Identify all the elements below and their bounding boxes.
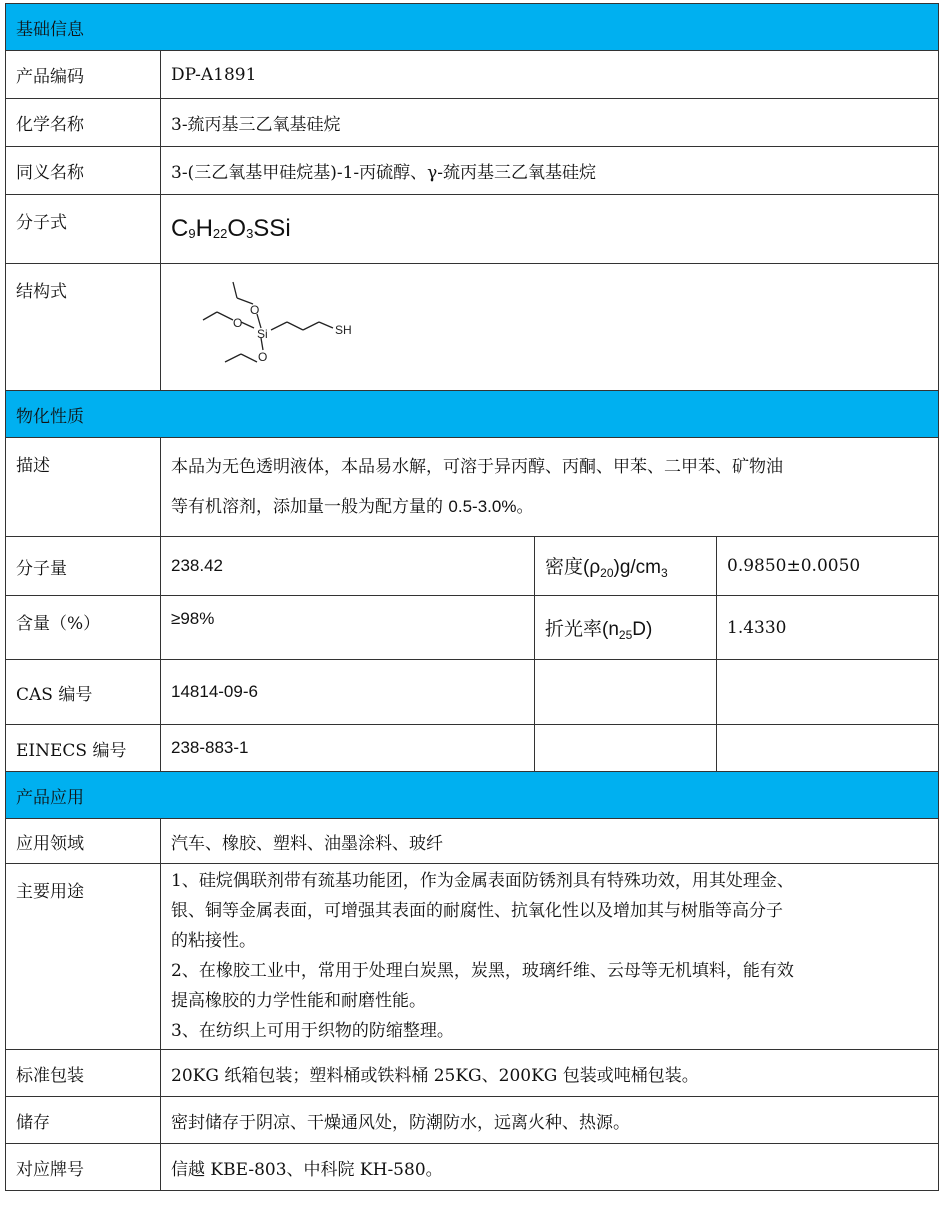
structure-diagram (191, 270, 421, 390)
structure-atom-si: Si (257, 327, 268, 341)
structure-atom-o1: O (250, 303, 260, 317)
main-uses-line: 1、硅烷偶联剂带有巯基功能团，作为金属表面防锈剂具有特殊功效，用其处理金、 (171, 871, 794, 891)
structure-atom-o2: O (233, 316, 243, 330)
storage-value: 密封储存于阴凉、干燥通风处，防潮防水，远离火种、热源。 (161, 1097, 939, 1144)
section-header-physchem (6, 391, 939, 438)
density-value: 0.9850±0.0050 (717, 537, 939, 596)
product-spec-sheet (5, 3, 938, 1191)
row-description (6, 438, 939, 537)
row-product-code (6, 51, 939, 99)
molecular-weight-label: 分子量 (6, 537, 161, 596)
brand-label: 对应牌号 (6, 1144, 161, 1191)
main-uses-label: 主要用途 (6, 864, 161, 1050)
row-cas (6, 660, 939, 725)
row-einecs (6, 725, 939, 772)
structure-cell (161, 264, 939, 391)
packaging-value: 20KG 纸箱包装；塑料桶或铁料桶 25KG、200KG 包装或吨桶包装。 (161, 1050, 939, 1097)
packaging-label: 标准包装 (6, 1050, 161, 1097)
row-brand (6, 1144, 939, 1191)
row-structure (6, 264, 939, 391)
structure-atom-sh: SH (335, 323, 352, 337)
description-line-2: 等有机溶剂，添加量一般为配方量的 0.5-3.0%。 (171, 497, 534, 517)
section-header-basic (6, 4, 939, 51)
row-chemical-name (6, 99, 939, 147)
row-packaging (6, 1050, 939, 1097)
row-molecular-formula (6, 195, 939, 264)
application-field-label: 应用领域 (6, 819, 161, 864)
section-title-application: 产品应用 (6, 772, 939, 819)
row-molecular-weight (6, 537, 939, 596)
row-application-field (6, 819, 939, 864)
section-title-physchem: 物化性质 (6, 391, 939, 438)
empty-cell (717, 660, 939, 725)
main-uses-value (161, 864, 939, 1050)
content-value: ≥98% (161, 596, 535, 660)
product-code-value: DP-A1891 (161, 51, 939, 99)
chemical-name-value: 3-巯丙基三乙氧基硅烷 (161, 99, 939, 147)
section-header-application (6, 772, 939, 819)
main-uses-line: 银、铜等金属表面，可增强其表面的耐腐性、抗氧化性以及增加其与树脂等高分子 (171, 901, 783, 921)
structure-label: 结构式 (6, 264, 161, 391)
row-synonym (6, 147, 939, 195)
product-code-label: 产品编码 (6, 51, 161, 99)
einecs-value: 238-883-1 (161, 725, 535, 772)
molecular-formula-label: 分子式 (6, 195, 161, 264)
molecular-weight-value: 238.42 (161, 537, 535, 596)
row-main-uses (6, 864, 939, 1050)
synonym-label: 同义名称 (6, 147, 161, 195)
main-uses-line: 的粘接性。 (171, 931, 256, 951)
refractive-index-label: 折光率$(n_{25}D)$ (535, 596, 717, 660)
spec-table (5, 3, 939, 1191)
chemical-name-label: 化学名称 (6, 99, 161, 147)
content-label: 含量（%） (6, 596, 161, 660)
einecs-label: EINECS 编号 (6, 725, 161, 772)
empty-cell (717, 725, 939, 772)
main-uses-line: 2、在橡胶工业中，常用于处理白炭黑，炭黑，玻璃纤维、云母等无机填料，能有效 (171, 961, 794, 981)
cas-value: 14814-09-6 (161, 660, 535, 725)
structure-atom-o3: O (258, 350, 268, 364)
empty-cell (535, 725, 717, 772)
storage-label: 储存 (6, 1097, 161, 1144)
molecular-formula-value: $C_9H_{22}O_3SSi$ (161, 195, 939, 264)
cas-label: CAS 编号 (6, 660, 161, 725)
row-content (6, 596, 939, 660)
main-uses-line: 提高橡胶的力学性能和耐磨性能。 (171, 991, 426, 1011)
description-line-1: 本品为无色透明液体，本品易水解，可溶于异丙醇、丙酮、甲苯、二甲苯、矿物油 (171, 457, 783, 477)
section-title-basic: 基础信息 (6, 4, 939, 51)
refractive-index-value: 1.4330 (717, 596, 939, 660)
application-field-value: 汽车、橡胶、塑料、油墨涂料、玻纤 (161, 819, 939, 864)
empty-cell (535, 660, 717, 725)
brand-value: 信越 KBE-803、中科院 KH-580。 (161, 1144, 939, 1191)
row-storage (6, 1097, 939, 1144)
synonym-value: 3-(三乙氧基甲硅烷基)-1-丙硫醇、γ-巯丙基三乙氧基硅烷 (161, 147, 939, 195)
description-label: 描述 (6, 438, 161, 537)
main-uses-line: 3、在纺织上可用于织物的防缩整理。 (171, 1021, 454, 1041)
density-label: 密度$(\rho_{20})g/cm_3$ (535, 537, 717, 596)
description-value (161, 438, 939, 537)
